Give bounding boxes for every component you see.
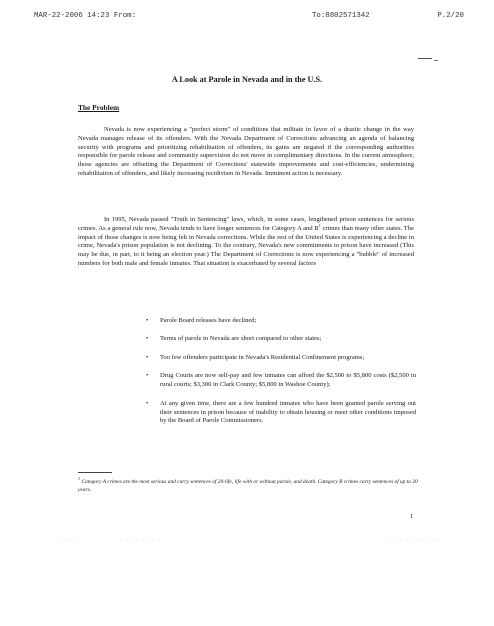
list-item: [146, 400, 416, 426]
paragraph-2: [78, 216, 414, 269]
scan-mark: [418, 58, 432, 59]
strip-mark-left: - - -: [60, 538, 74, 543]
strip-mark-right: · · · · · · · · · ·: [388, 538, 440, 543]
strip-mark-mid: · · · · · · · ·: [120, 538, 161, 543]
fax-recipient: To:8802571342: [312, 12, 370, 20]
footnote-divider: [78, 472, 112, 473]
bullet-icon: •: [146, 317, 149, 324]
fax-header: [34, 12, 464, 24]
list-item-text: At any given time, there are a few hundred inmates who have been granted parole serving out their sentences in prison because of inability to obtain housing or meet other conditions imposed by the Board of Parole Commissioners.: [160, 399, 416, 425]
list-item-text: Drug Courts are now self-pay and few inmates can afford the $2,500 to $5,800 costs ($2,500 in rural courts; $3,300 in Clark County; $5,800 in Washoe County);: [160, 372, 416, 388]
paragraph-2-text-a: In 1995, Nevada passed "Truth in Sentencing" laws, which, in some cases, lengthened prison sentences for serious crimes. As a general rule now, Nevada tends to have longer sentences for Category A and B: [78, 216, 414, 232]
bullet-icon: •: [146, 334, 149, 342]
footnote-text: Category A crimes are the most serious and carry sentences of 20-life, life with or without parole, and death. Category B crimes carry sentences of up to 20 years.: [78, 479, 418, 493]
footnote: [78, 476, 418, 495]
paragraph-1: Nevada is now experiencing a "perfect storm" of conditions that militate in favor of a drastic change in the way Nevada manages release of its offenders. With the Nevada Department of Corrections advancing an agenda of balancing security with programs and prioritizing rehabilitation of offenders, its gains are negated if the corresponding authorities responsible for parole release and community supervision do not move in complimentary directions. In the current atmosphere, those agencies are offsetting the Department of Corrections' statewide improvements and cost-efficiencies, undermining rehabilitation of offenders, and likely increasing recidivism in Nevada. Imminent action is necessary.: [78, 126, 414, 177]
list-item: [146, 354, 416, 363]
list-item: [146, 372, 416, 390]
fax-transmission-strip: [60, 538, 440, 544]
list-item-text: Terms of parole in Nevada are short compared to other states;: [160, 334, 322, 342]
paragraph-2-text-b: crimes than many other states. The impact of those changes is now being felt in Nevada corrections. While the rest of the United States is experiencing a decline in crime, Nevada's prison population is not declining. To the contrary, Nevada's new commitments to prison have increased (This may be due, in part, to it being an election year.) The Department of Corrections is now experiencing a "bubble" of increased numbers for both male and female inmates. That situation is exacerbated by several factors: [78, 224, 414, 267]
footnote-reference: 1: [318, 222, 321, 228]
bullet-icon: •: [146, 353, 149, 361]
page-number: 1: [410, 513, 414, 520]
bullet-icon: •: [146, 372, 149, 380]
fax-datetime: MAR-22-2006 14:23 From:: [34, 12, 137, 20]
bullet-icon: •: [146, 399, 149, 407]
section-heading: The Problem: [78, 103, 120, 112]
factor-list: [146, 317, 416, 426]
list-item: [146, 317, 416, 326]
list-item-text: Too few offenders participate in Nevada's Residential Confinement programs;: [160, 353, 365, 361]
document-title: A Look at Parole in Nevada and in the U.S.: [171, 75, 323, 84]
list-item: [146, 335, 416, 344]
footnote-marker: 1: [78, 476, 81, 482]
fax-page-count: P.2/20: [437, 12, 464, 20]
list-item-text: Parole Board releases have declined;: [160, 317, 257, 324]
scan-mark-small: [434, 60, 438, 61]
